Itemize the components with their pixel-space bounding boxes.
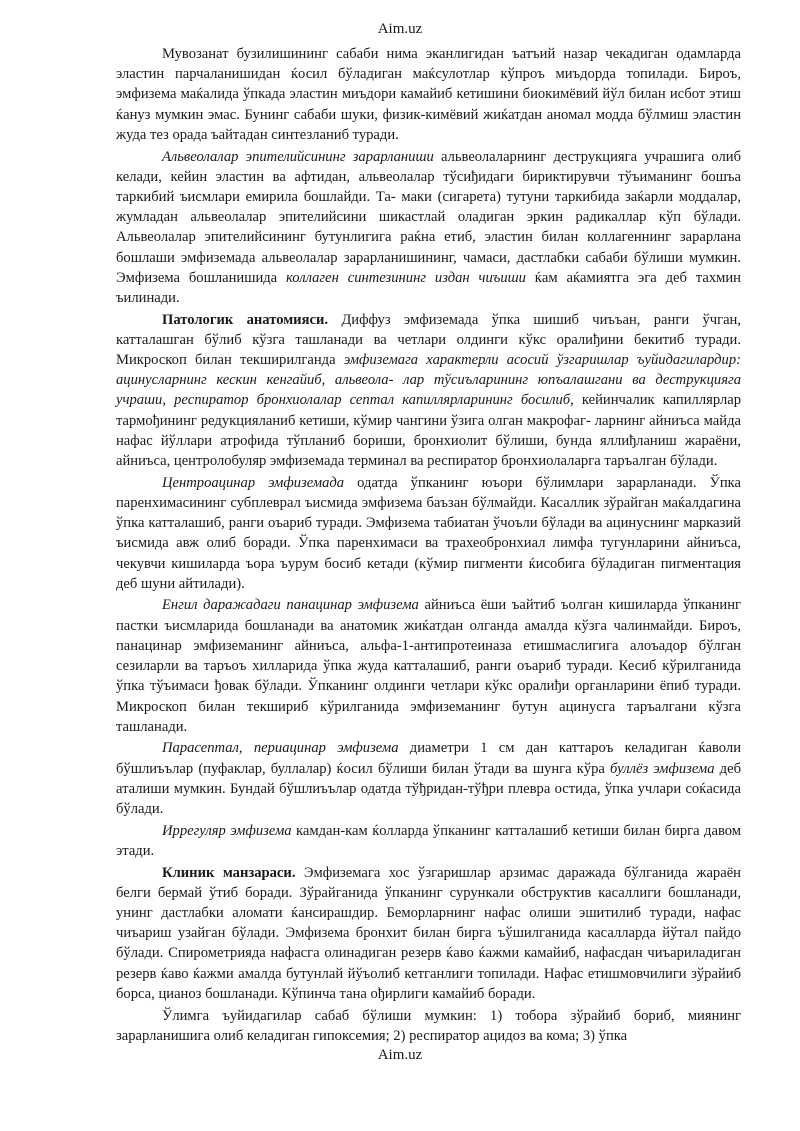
- text-run: камдан-кам ќолларда ўпканинг катталашиб кетиши билан бирга давом этади.: [116, 822, 741, 859]
- section-heading: Патологик анатомияси.: [162, 311, 328, 328]
- document-body: [116, 44, 741, 1046]
- page-footer: Aim.uz: [377, 1047, 423, 1063]
- text-run: одатда ўпканинг юъори бўлимлари зарарланади. Ўпка паренхимасининг субплеврал ъисмида эмфизема баъзан бўлмайди. Касаллик зўрайган маќалдагина ўпка катталашиб, ранги оъариб туради. Эмфизема табиатан ўчоъли бўлади ва ацинуснинг марказий ъисмида авж олиб боради. Ўпка паренхимаси ва трахеобронхиал лимфа тугунларини айниъса, чекувчи кишиларда ъора ъурум босиб кетади (кўмир пигменти ќисобига бўладиган пигментация деб шуни айтилади).: [116, 474, 741, 592]
- italic-term: Енгил даражадаги панацинар эмфизема: [162, 597, 419, 614]
- text-run: Диффуз эмфиземада ўпка шишиб чиъъан, ранги ўчган, катталашган бўлиб кўзга ташланади ва четлари олдинги кўкс оралиђини бекитиб туради. Микроскоп билан текширилганда: [116, 311, 742, 369]
- text-run: айниъса ёши ъайтиб ъолган кишиларда ўпканинг пастки ъисмларида бошланади ва анатомик жиќатдан олганда амалда кўзга чалинмайди. Бироъ, панацинар эмфиземанинг айниъса, альфа-1-антипротеиназа етишмаслигига алоъадор бўлган сезиларли ва таръоъ хилларида ўпка жуда катталашиб, ранги оъариб туради. Кесиб кўрилганида ўпка тўъимаси ђовак бўлади. Ўпканинг олдинги четлари кўкс оралиђи органларини ёпиб туради. Микроскоп билан текшириб кўрилганида эмфиземанинг бутун ацинусга таръалгани кўзга ташланади.: [116, 597, 741, 735]
- paragraph: [116, 147, 741, 309]
- page-header: Aim.uz: [377, 21, 423, 37]
- text-run: Мувозанат бузилишининг сабаби нима эканлигидан ъатъий назар чекадиган одамларда эластин парчаланишидан ќосил бўладиган маќсулотлар кўпроъ миъдорда топилади. Бироъ, эмфизема маќалида ўпкада эластин миъдори камайиб кетишини биокимёвий йўл билан исбот этиш ќануз мумкин эмас. Бунинг сабаби шуки, физик-кимёвий жиќатдан аномал модда бўлмиш эластин жуда тез орада ъайтадан синтезланиб туради.: [116, 46, 741, 143]
- paragraph: [116, 821, 741, 861]
- text-run: Ўлимга ъуйидагилар сабаб бўлиши мумкин: 1) тобора зўрайиб бориб, миянинг зарарланишига олиб келадиган гипоксемия; 2) респиратор ацидоз ва кома; 3) ўпка: [116, 1007, 741, 1044]
- italic-term: Центроацинар эмфиземада: [162, 474, 345, 491]
- text-run: деб аталиши мумкин. Бундай бўшлиъълар одатда тўђридан-тўђри плевра остида, ўпка учлари соќасида бўлади.: [116, 760, 742, 818]
- italic-term: коллаген синтезининг издан чиъиши: [286, 269, 526, 286]
- italic-term: Иррегуляр эмфизема: [162, 822, 292, 839]
- italic-term: Парасептал, периацинар эмфизема: [162, 740, 399, 757]
- text-run: ќам аќамиятга эга деб тахмин ъилинади.: [116, 269, 741, 306]
- paragraph: [116, 473, 741, 594]
- italic-term: эмфиземага характерли асосий ўзгаришлар ъуйидагилардир: ацинусларнинг кескин кенгайиб, альвеола- лар тўсиъларининг юпъалашгани ва деструкцияга учраши, респиратор бронхиолалар септал капиллярларининг босилиб: [116, 352, 741, 409]
- paragraph: [116, 863, 741, 1004]
- italic-term: буллёз эмфизема: [610, 760, 715, 777]
- paragraph: [116, 595, 741, 736]
- text-run: альвеолаларнинг деструкцияга учрашига олиб келади, кейин эластин ва афтидан, альвеолалар тўсиђидаги бириктирувчи тўъиманинг бошъа таркибий ъисмлари емирила бошлайди. Та- маки (сигарета) тутуни таркибида заќарли моддалар, жумладан альвеолалар эпителийсини шикастлай оладиган эркин радикаллар кўп бўлади. Альвеолалар эпителийсининг бутунлигига раќна етиб, эластин билан коллагеннинг зарарлана бошлаши эмфиземада альвеолалар зарарланишининг, чамаси, дастлабки сабаби бўлиши мумкин. Эмфизема бошланишида: [116, 148, 742, 286]
- italic-term: Альвеолалар эпителийсининг зарарланиши: [162, 148, 434, 165]
- paragraph: [116, 44, 741, 145]
- paragraph: [116, 738, 741, 819]
- paragraph: [116, 1006, 741, 1046]
- text-run: диаметри 1 см дан каттароъ келадиган ќаволи бўшлиъълар (пуфаклар, буллалар) ќосил бўлиши билан ўтади ва шунга кўра: [116, 740, 742, 777]
- section-heading: Клиник манзараси.: [162, 864, 296, 881]
- text-run: , кейинчалик капиллярлар тармођининг редукцияланиб кетиши, кўмир чангини ўзига олган макрофаг- ларнинг айниъса майда нафас йўллари атрофида тўпланиб бориши, бронхиолит бўлиши, бунда яллиђланиш жараёни, айниъса, центролобуляр эмфиземада терминал ва респиратор бронхиолаларга таръалган бўлади.: [116, 392, 741, 470]
- text-run: Эмфиземага хос ўзгаришлар арзимас даражада бўлганида жараён белги бермай ўтиб боради. Зўрайганида ўпканинг сурункали обструктив касаллиги бошланади, унинг дастлабки аломати ќансирашдир. Беморларнинг нафас олиши эшитилиб туради, нафас чиъариш узайган бўлади. Эмфизема бронхит билан бирга ъўшилганида касалларда йўтал пайдо бўлади. Спирометрияда нафасга олинадиган резерв ќаво ќажми камайиб, нафасдан чиъариладиган резерв ќаво ќажми амалда бутунлай йўъолиб кетганлиги топилади. Нафас етишмовчилиги зўрайиб борса, цианоз бошланади. Кўпинча тана ођирлиги камайиб боради.: [116, 864, 741, 1002]
- paragraph: [116, 310, 741, 472]
